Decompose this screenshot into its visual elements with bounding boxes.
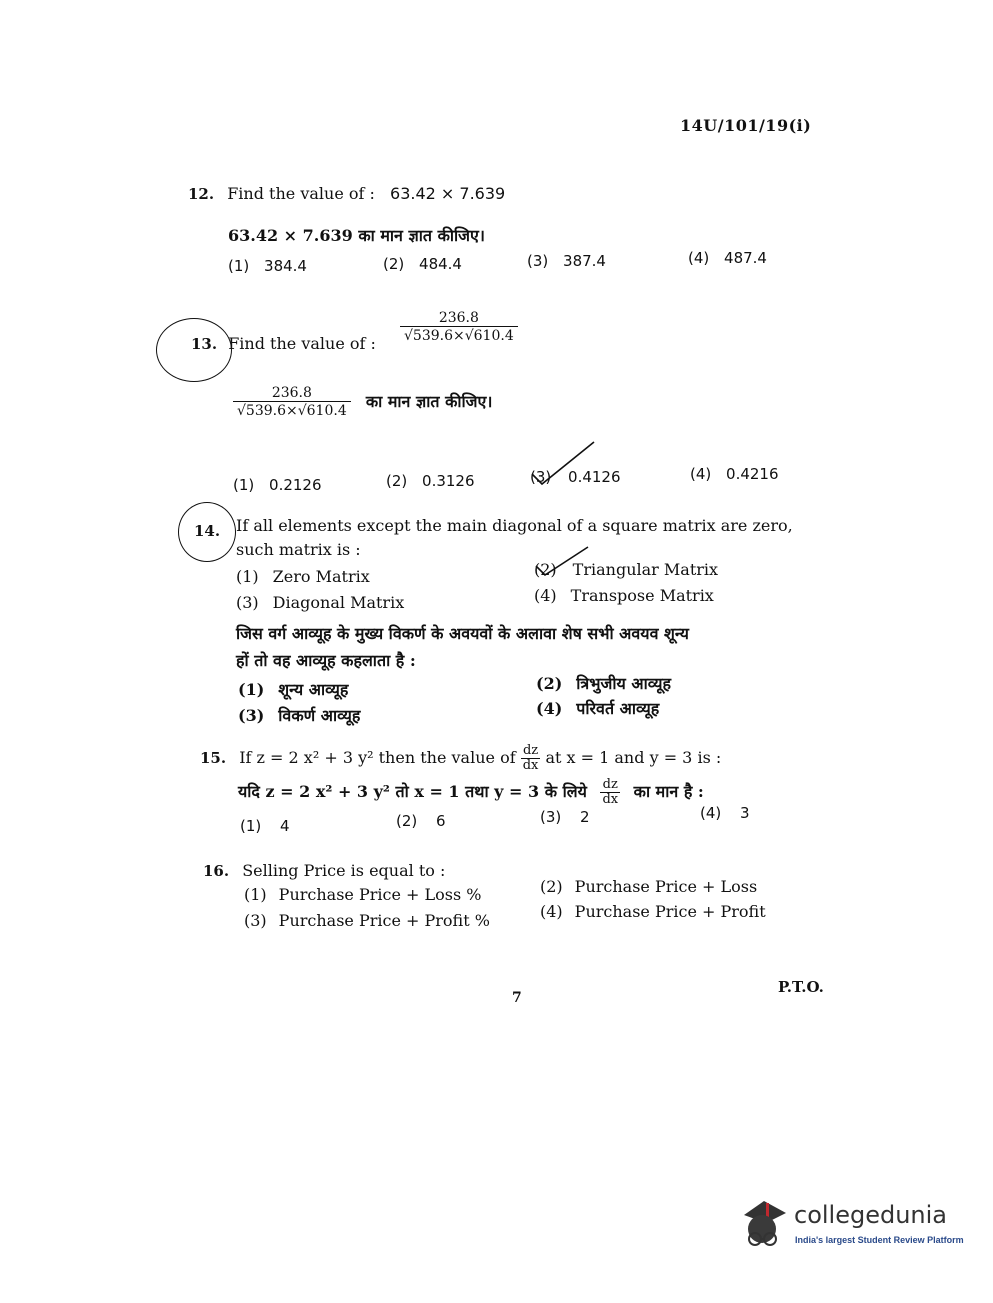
question-14-prompt-line2: such matrix is : [236, 540, 361, 559]
option-2: (2) 0.3126 [386, 472, 475, 490]
option-3: (3) 0.4126 [530, 468, 621, 486]
question-15-hindi: यदि z = 2 x² + 3 y² तो x = 1 तथा y = 3 के लिये $\frac{dz}{dx}$ का मान है : [238, 777, 704, 807]
option-3: (3) Diagonal Matrix [236, 593, 405, 612]
question-14-prompt-line1: If all elements except the main diagonal of a square matrix are zero, [236, 516, 793, 535]
question-number: 15. [200, 749, 227, 767]
option-2: (2) 484.4 [383, 255, 462, 273]
option-2: (2) Triangular Matrix [534, 560, 719, 579]
option-3: (3) Purchase Price + Profit % [244, 911, 490, 930]
brand-tagline: India's largest Student Review Platform [795, 1235, 964, 1245]
question-13 [191, 334, 376, 353]
hindi-option-1: (1) शून्य आव्यूह [238, 680, 349, 699]
option-1: (1) Zero Matrix [236, 567, 370, 586]
question-16 [203, 861, 445, 880]
option-4: (4) Purchase Price + Profit [540, 902, 766, 921]
hindi-option-4: (4) परिवर्त आव्यूह [536, 699, 660, 718]
hindi-suffix: का मान ज्ञात कीजिए। [365, 392, 493, 411]
tick-mark-icon [533, 544, 591, 580]
fraction-denominator: √539.6×√610.4 [400, 326, 518, 345]
option-1: (1) 384.4 [228, 257, 307, 275]
option-3: (3) 387.4 [527, 252, 606, 270]
question-15 [200, 744, 721, 773]
option-2: (2) Purchase Price + Loss [540, 877, 758, 896]
question-13-hindi [233, 385, 492, 420]
question-12-hindi: 63.42 × 7.639 का मान ज्ञात कीजिए। [228, 226, 485, 245]
option-2: (2) 6 [396, 812, 446, 830]
option-3: (3) 2 [540, 808, 590, 826]
question-14-hindi-line1: जिस वर्ग आव्यूह के मुख्य विकर्ण के अवयवों के अलावा शेष सभी अवयव शून्य [236, 624, 689, 643]
question-prompt-b: at x = 1 and y = 3 is : [545, 748, 722, 767]
question-number: 16. [203, 862, 230, 880]
brand-name: collegedunia [794, 1201, 948, 1229]
option-4: (4) 487.4 [688, 249, 767, 267]
option-4: (4) 3 [700, 804, 750, 822]
question-number: 13. [191, 335, 218, 353]
question-prompt: Selling Price is equal to : [242, 861, 446, 880]
fraction-numerator: 236.8 [438, 310, 479, 326]
question-expression: 63.42 × 7.639 [390, 184, 506, 203]
option-1: (1) 0.2126 [233, 476, 322, 494]
question-13-fraction [400, 310, 518, 345]
question-number: 14. [194, 522, 221, 540]
question-prompt: Find the value of : [227, 184, 375, 203]
option-1: (1) 4 [240, 817, 290, 835]
fraction-numerator: 236.8 [271, 385, 312, 401]
question-number: 12. [188, 185, 215, 203]
question-12 [188, 184, 505, 203]
fraction-denominator: √539.6×√610.4 [233, 401, 351, 420]
mascot-icon [738, 1195, 792, 1255]
collegedunia-logo [738, 1195, 968, 1257]
hindi-option-2: (2) त्रिभुजीय आव्यूह [536, 674, 671, 693]
pto-label: P.T.O. [778, 978, 824, 996]
hindi-option-3: (3) विकर्ण आव्यूह [238, 706, 361, 725]
question-prompt: Find the value of : [228, 334, 376, 353]
question-14-hindi-line2: हों तो वह आव्यूह कहलाता है : [236, 651, 416, 670]
derivative-fraction: $\frac{dz}{dx}$ [602, 777, 619, 807]
derivative-fraction: $\frac{dz}{dx}$ [522, 743, 539, 773]
option-4: (4) 0.4216 [690, 465, 779, 483]
option-4: (4) Transpose Matrix [534, 586, 714, 605]
option-1: (1) Purchase Price + Loss % [244, 885, 482, 904]
paper-code: 14U/101/19(i) [680, 116, 812, 135]
page-number: 7 [512, 990, 522, 1006]
tick-mark-icon [528, 438, 598, 488]
question-prompt-a: If z = 2 x² + 3 y² then the value of [239, 748, 516, 767]
